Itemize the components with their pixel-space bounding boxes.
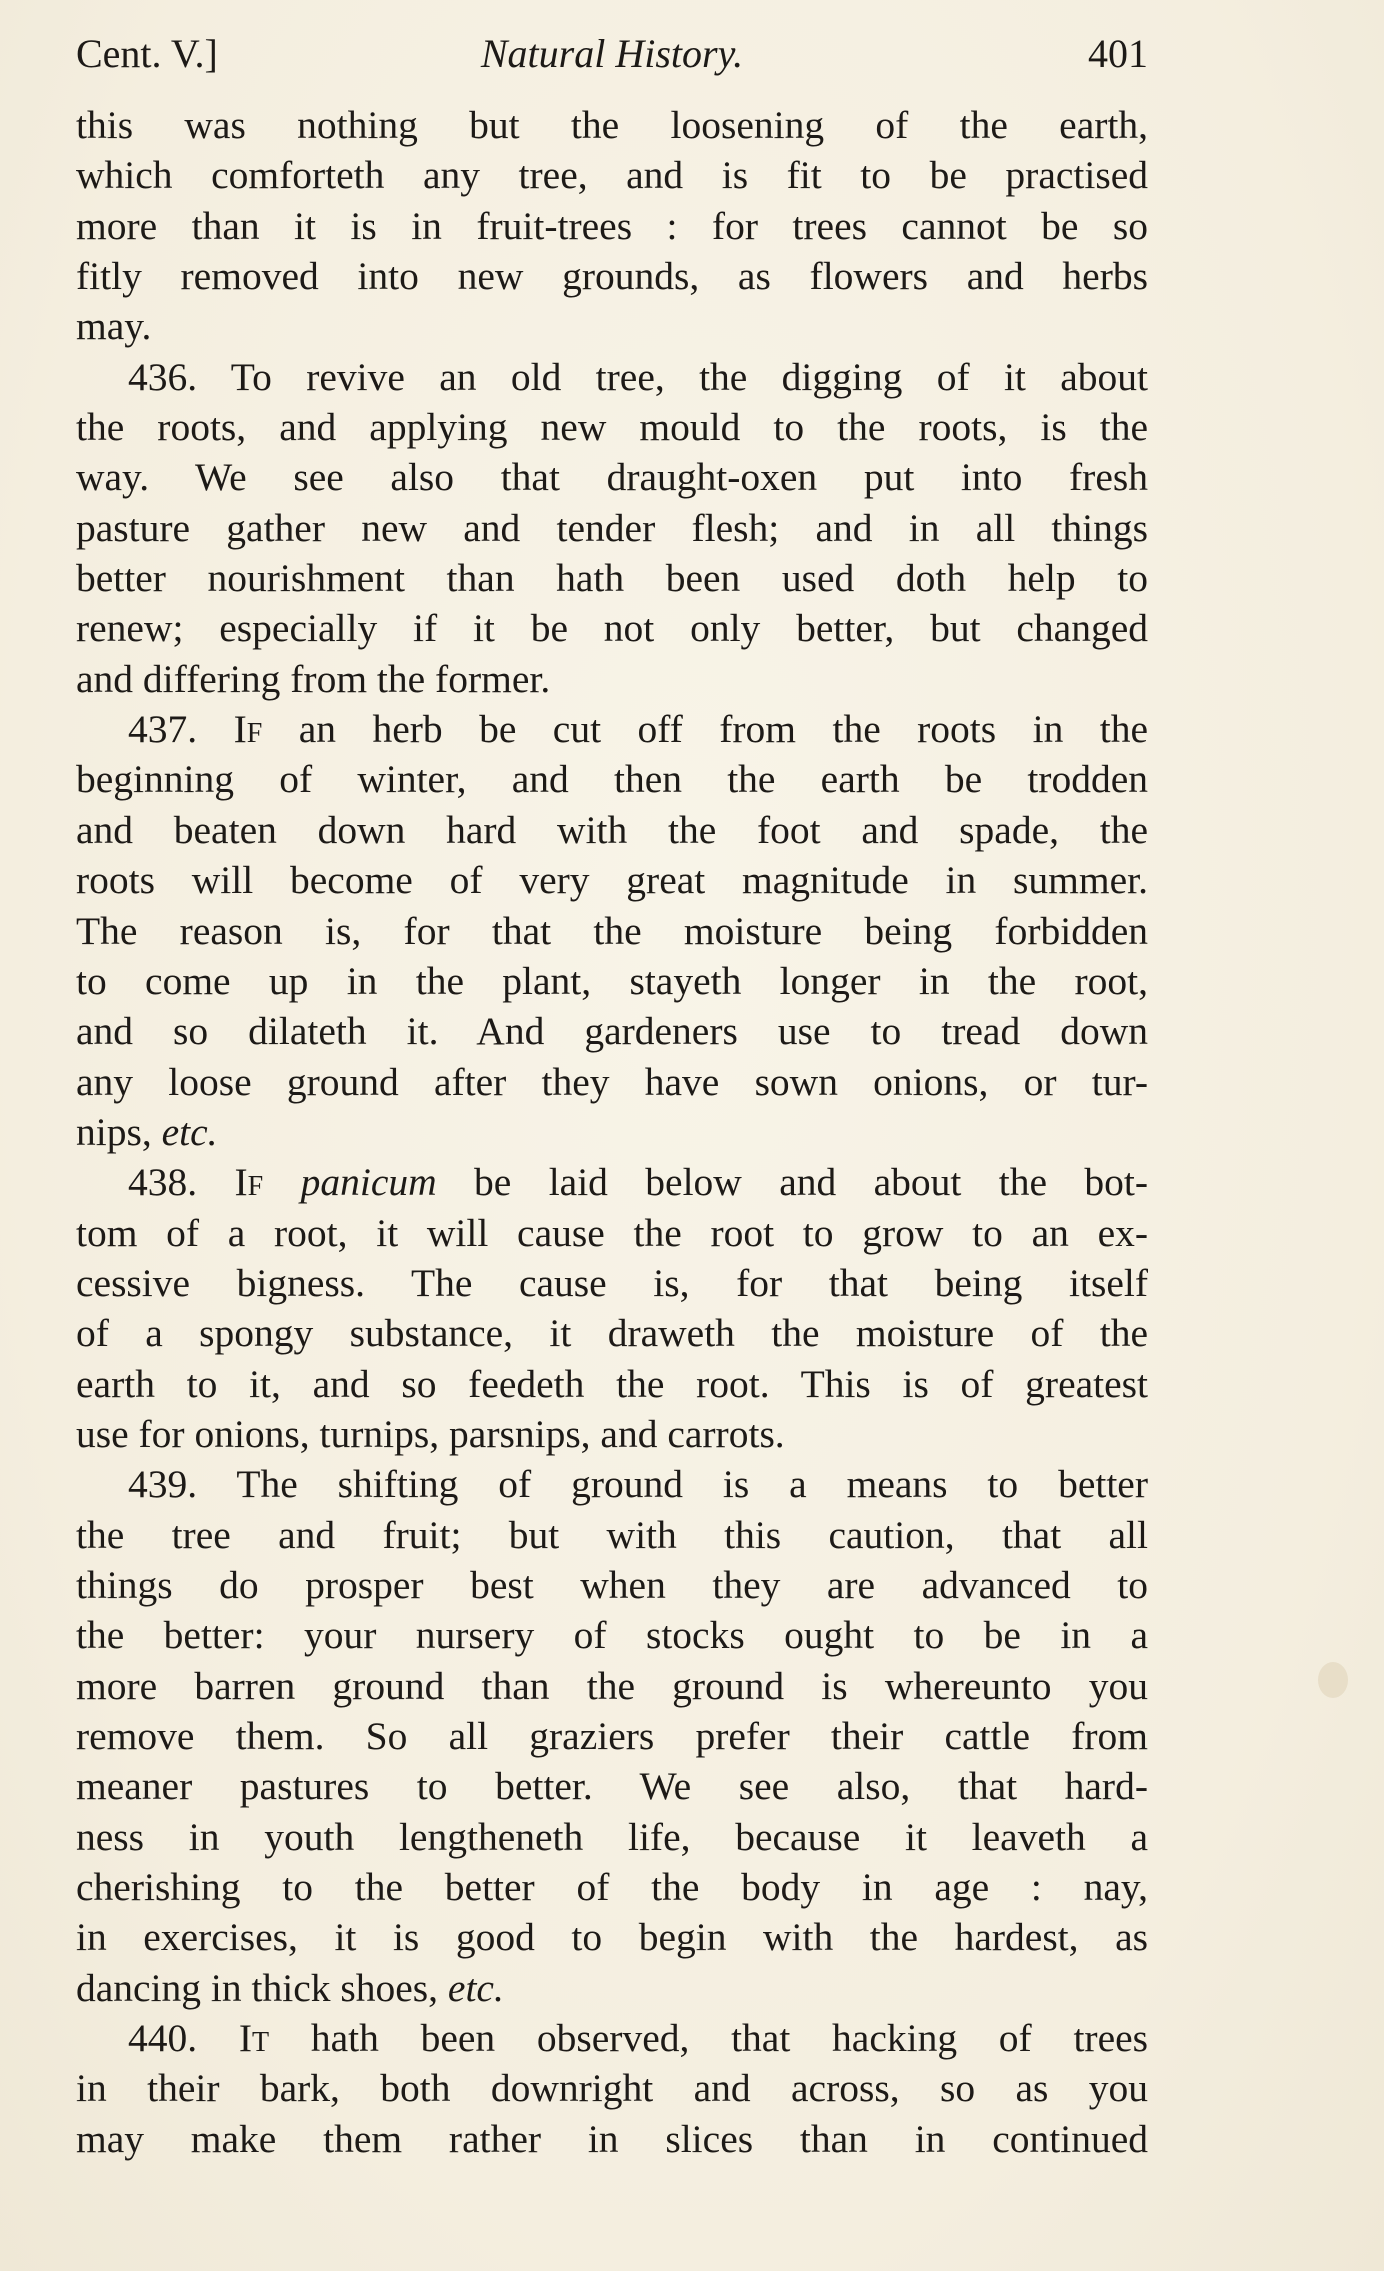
- paragraph-436-start: 436. To revive an old tree, the digging of it about: [128, 354, 1148, 399]
- paragraph-number: 438.: [128, 1160, 198, 1205]
- text-line: cessive bigness. The cause is, for that being itself: [76, 1260, 1148, 1305]
- text-line: meaner pastures to better. We see also, that hard-: [76, 1764, 1148, 1809]
- text-line: and beaten down hard with the foot and spade, the: [76, 807, 1148, 852]
- text-line: renew; especially if it be not only better, but changed: [76, 606, 1148, 651]
- paragraph-number: 437.: [128, 707, 198, 752]
- text-line: more than it is in fruit-trees : for trees cannot be so: [76, 203, 1148, 248]
- paragraph-438-start: 438. If panicum be laid below and about the bot-: [128, 1160, 1148, 1205]
- text-line: may make them rather in slices than in continued: [76, 2116, 1148, 2161]
- text-line: any loose ground after they have sown onions, or tur-: [76, 1059, 1148, 1104]
- paragraph-437-start: 437. If an herb be cut off from the roots in the: [128, 707, 1148, 752]
- text-line: cherishing to the better of the body in age : nay,: [76, 1865, 1148, 1910]
- paragraph-440-start: 440. It hath been observed, that hacking of trees: [128, 2016, 1148, 2061]
- text-line: things do prosper best when they are advanced to: [76, 1562, 1148, 1607]
- text-line: to come up in the plant, stayeth longer in the root,: [76, 958, 1148, 1003]
- text-line: better nourishment than hath been used doth help to: [76, 556, 1148, 601]
- text-line: the tree and fruit; but with this caution, that all: [76, 1512, 1148, 1557]
- paragraph-439-start: 439. The shifting of ground is a means to better: [128, 1462, 1148, 1507]
- text-line: use for onions, turnips, parsnips, and carrots.: [76, 1411, 785, 1456]
- text-line: ness in youth lengtheneth life, because it leaveth a: [76, 1814, 1148, 1859]
- text-line: earth to it, and so feedeth the root. This is of greatest: [76, 1361, 1148, 1406]
- text-line: the better: your nursery of stocks ought to be in a: [76, 1613, 1148, 1658]
- text-line: pasture gather new and tender flesh; and in all things: [76, 505, 1148, 550]
- text-line: of a spongy substance, it draweth the moisture of the: [76, 1311, 1148, 1356]
- text-line: way. We see also that draught-oxen put into fresh: [76, 455, 1148, 500]
- section-label: Cent. V.]: [76, 31, 218, 76]
- text-line: this was nothing but the loosening of the earth,: [76, 103, 1148, 147]
- book-title: Natural History.: [480, 31, 744, 76]
- text-line: beginning of winter, and then the earth be trodden: [76, 757, 1148, 802]
- text-line: dancing in thick shoes, etc.: [76, 1965, 504, 2010]
- paragraph-number: 436.: [128, 354, 198, 399]
- text-line: roots will become of very great magnitude in summer.: [76, 858, 1148, 903]
- body-text: [76, 100, 1148, 2164]
- text-line: may.: [76, 304, 152, 349]
- page-number: 401: [1088, 31, 1148, 76]
- text-line: which comforteth any tree, and is fit to be practised: [76, 153, 1148, 198]
- text-line: remove them. So all graziers prefer their cattle from: [76, 1714, 1148, 1758]
- paper-stain: [1318, 1662, 1348, 1698]
- running-head: [76, 24, 1148, 84]
- text-line: more barren ground than the ground is whereunto you: [76, 1663, 1148, 1708]
- text-line: in exercises, it is good to begin with the hardest, as: [76, 1915, 1148, 1960]
- text-line: and so dilateth it. And gardeners use to tread down: [76, 1009, 1148, 1054]
- paragraph-number: 440.: [128, 2016, 198, 2061]
- text-line: fitly removed into new grounds, as flowers and herbs: [76, 254, 1148, 299]
- text-line: the roots, and applying new mould to the roots, is the: [76, 405, 1148, 450]
- text-line: nips, etc.: [76, 1109, 218, 1154]
- text-line: tom of a root, it will cause the root to grow to an ex-: [76, 1210, 1148, 1255]
- paragraph-number: 439.: [128, 1462, 198, 1507]
- text-line: and differing from the former.: [76, 656, 551, 701]
- text-line: in their bark, both downright and across, so as you: [76, 2066, 1148, 2111]
- text-line: The reason is, for that the moisture being forbidden: [76, 908, 1148, 953]
